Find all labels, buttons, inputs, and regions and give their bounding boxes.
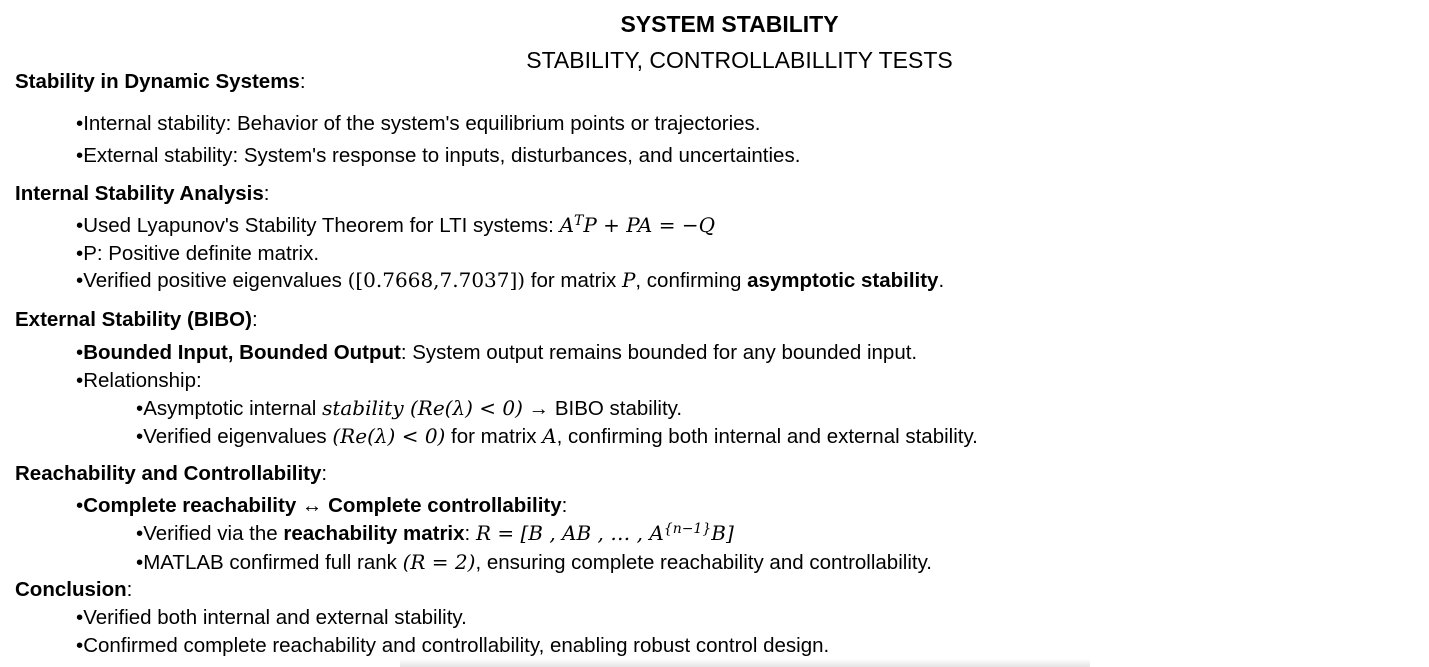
period: .: [938, 269, 945, 292]
bullet-text: Asymptotic internal: [143, 397, 323, 420]
lyapunov-equation-a: A: [559, 213, 575, 237]
bullet-text: P: Positive definite matrix.: [83, 242, 320, 265]
bullet-text: → BIBO stability.: [522, 397, 683, 420]
bullet-text: : System output remains bounded for any bounded input.: [400, 341, 918, 364]
subbullet-matlab-rank: [136, 550, 932, 575]
bullet-bibo: [76, 341, 917, 365]
colon: :: [299, 70, 306, 93]
reachability-equation-end: B]: [711, 521, 734, 545]
bullet-positive-definite: [76, 242, 319, 266]
bullet-conclusion-stability: [76, 606, 467, 630]
subbullet-eigenvalues-a: [136, 424, 978, 449]
colon: :: [251, 308, 258, 331]
bullet-text: for matrix: [445, 425, 543, 448]
bullet-marker: •: [76, 494, 84, 517]
subbullet-reachability-matrix: [136, 521, 734, 546]
section-heading-conclusion: [15, 578, 132, 602]
bullet-marker: •: [76, 242, 84, 265]
bullet-marker: •: [76, 214, 84, 237]
section-heading-text: Internal Stability Analysis: [15, 182, 264, 205]
bullet-marker: •: [76, 369, 84, 392]
bullet-text: Verified both internal and external stability.: [83, 606, 467, 629]
transpose-superscript: T: [574, 213, 584, 229]
reachability-equation: R = [B , AB , … , A: [475, 521, 664, 545]
bullet-reachability-controllability: [76, 494, 567, 518]
bullet-marker: •: [76, 112, 84, 135]
section-heading-text: Stability in Dynamic Systems: [15, 70, 300, 93]
matrix-variable: A: [542, 424, 557, 448]
bullet-relationship: [76, 369, 202, 393]
colon: :: [321, 462, 328, 485]
bullet-marker: •: [76, 606, 84, 629]
bullet-text: for matrix: [525, 269, 622, 292]
bullet-eigenvalues-p: [76, 268, 944, 293]
section-heading-stability: [15, 70, 306, 94]
bullet-text: Verified via the: [143, 522, 284, 545]
bullet-text: Confirmed complete reachability and controllability, enabling robust control design.: [83, 634, 830, 657]
eigenvalue-condition: (Re(λ) < 0): [332, 424, 446, 448]
lyapunov-equation-rest: P + PA = −Q: [583, 213, 715, 237]
colon: :: [126, 578, 133, 601]
page-subtitle: STABILITY, CONTROLLABILLITY TESTS: [526, 47, 953, 73]
bullet-external-stability: [76, 144, 800, 168]
bullet-marker: •: [136, 425, 144, 448]
bottom-edge-shadow: [400, 659, 1090, 667]
emphasis-text: asymptotic stability: [747, 269, 939, 292]
bullet-marker: •: [76, 269, 84, 292]
subbullet-asymptotic: [136, 396, 682, 421]
bullet-text: , confirming both internal and external stability.: [556, 425, 978, 448]
bullet-conclusion-control: [76, 634, 829, 658]
emphasis-text: Complete reachability ↔ Complete controllability: [83, 494, 562, 517]
bullet-text: , confirming: [635, 269, 748, 292]
eigenvalue-values: ([0.7668,7.7037]): [347, 268, 526, 292]
bullet-text: Relationship:: [83, 369, 202, 392]
section-heading-external: [15, 308, 258, 332]
bullet-text: Verified eigenvalues: [143, 425, 333, 448]
section-heading-text: External Stability (BIBO): [15, 308, 252, 331]
emphasis-text: reachability matrix: [283, 522, 465, 545]
section-heading-text: Conclusion: [15, 578, 127, 601]
section-heading-reachability: [15, 462, 327, 486]
bullet-marker: •: [136, 551, 144, 574]
bullet-marker: •: [76, 144, 84, 167]
bullet-marker: •: [136, 522, 144, 545]
colon: :: [263, 182, 270, 205]
bullet-internal-stability: [76, 112, 760, 136]
rank-equation: (R = 2): [402, 550, 476, 574]
bullet-text: Internal stability: Behavior of the system's equilibrium points or trajectories.: [83, 112, 761, 135]
bullet-text: Verified positive eigenvalues: [83, 269, 348, 292]
bullet-marker: •: [76, 634, 84, 657]
section-heading-text: Reachability and Controllability: [15, 462, 322, 485]
bullet-text: External stability: System's response to inputs, disturbances, and uncertainties.: [83, 144, 801, 167]
bullet-marker: •: [76, 341, 84, 364]
colon: :: [464, 522, 476, 545]
bullet-text: , ensuring complete reachability and controllability.: [475, 551, 932, 574]
page-title: SYSTEM STABILITY: [620, 11, 839, 37]
power-superscript: {n−1}: [663, 521, 712, 537]
colon: :: [561, 494, 568, 517]
bullet-text: MATLAB confirmed full rank: [143, 551, 403, 574]
bullet-marker: •: [136, 397, 144, 420]
bullet-lyapunov: [76, 213, 715, 238]
stability-equation: stability (Re(λ) < 0): [322, 396, 523, 420]
bullet-text: Used Lyapunov's Stability Theorem for LTI systems:: [83, 214, 560, 237]
section-heading-internal: [15, 182, 269, 206]
emphasis-text: Bounded Input, Bounded Output: [83, 341, 401, 364]
matrix-variable: P: [621, 268, 636, 292]
